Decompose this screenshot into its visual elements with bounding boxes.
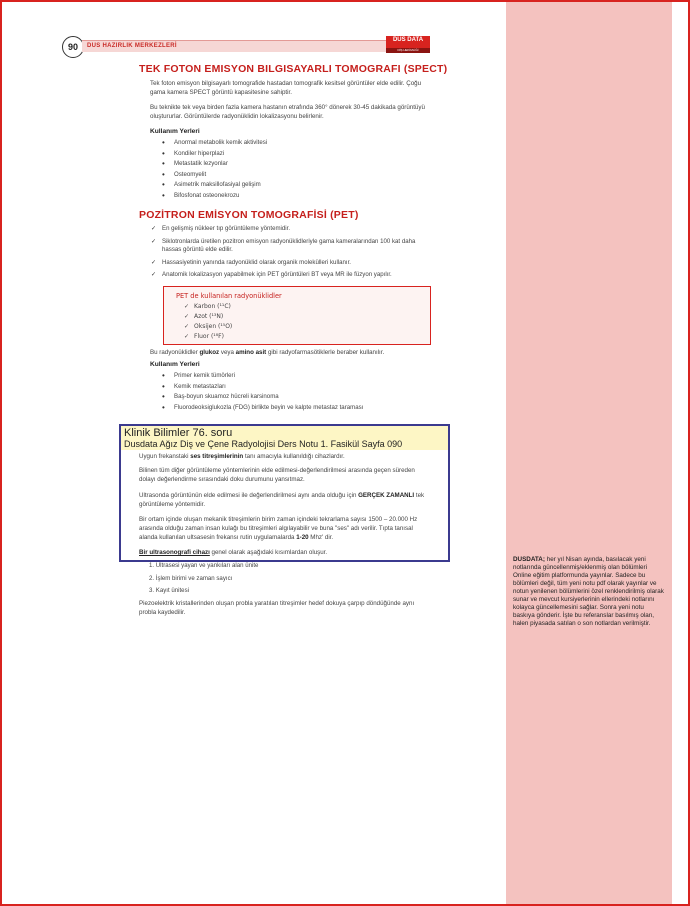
us-p3: Ultrasonda görüntünün elde edilmesi ile değerlendirilmesi aynı anda olduğu için GERÇEK ZAMANLI tek görüntüleme yöntemidir. (139, 492, 425, 508)
pet-radionuclide-box (163, 286, 431, 345)
sidebar-note: DUSDATA; her yıl Nisan ayında, basılacak yeni notlarında güncellenmiş/eklenmiş olan bölümleri Online eğitim platformunda yayınlar. Sadece bu bölümleri değil, tüm yeni notu pdf olarak yayınlar ve notun yenilenen bölümlerini özel renklendirilmiş olarak sunar ve mevcut kursiyerlerinin ellerindeki notlarını kolayca güncellemesini sağlar. Sonra yeni notu baskıya gönderir. İşte bu referanslar basılmış olan, halen piyasada satılan o son notlardan verilmiştir. (513, 556, 664, 627)
dusdata-logo (386, 36, 432, 54)
spect-p2: Bu teknikte tek veya birden fazla kamera hastanın etrafında 360° dönerek 30-45 dakikada görüntüyü oluştururlar. Görüntülerde radyonüklidin lokalizasyonu belirlenir. (150, 104, 425, 120)
us-parts-list (149, 562, 258, 600)
pet-usage-heading: Kullanım Yerleri (150, 361, 200, 368)
list-item: ✓ Oksijen (¹⁵O) (184, 323, 232, 333)
list-item: ✓ En gelişmiş nükleer tıp görüntüleme yöntemidir. (150, 225, 433, 234)
list-item: • Kondiler hiperplazi (162, 150, 267, 161)
pet-box-list (184, 303, 232, 343)
pet-box-title: PET de kullanılan radyonüklidler (176, 292, 282, 300)
list-item: • Primer kemik tümörleri (162, 372, 363, 383)
overlay-line1: Klinik Bilimler 76. soru (124, 427, 233, 439)
side-panel (506, 2, 672, 904)
list-item: ✓ Siklotronlarda üretilen pozitron emisyon radyonüklidleriyle gama kameralarından 100 kat daha hassas görüntü elde edilir. (150, 238, 433, 255)
list-item: 3. Kayıt ünitesi (149, 587, 189, 594)
list-item: • Metastatik lezyonlar (162, 160, 267, 171)
list-item: ✓ Anatomik lokalizasyon yapabilmek için PET görüntüleri BT veya MR ile füzyon yapılır. (150, 271, 433, 280)
list-item: • Fluorodeoksiglukozla (FDG) birlikte beyin ve kalpte metastaz taraması (162, 404, 363, 415)
list-item: • Asimetrik maksillofasiyal gelişim (162, 181, 267, 192)
pet-title: POZİTRON EMİSYON TOMOGRAFİSİ (PET) (139, 209, 359, 221)
list-item: • Bifosfonat osteonekrozu (162, 192, 267, 203)
spect-usage-list (162, 139, 267, 203)
logo-text: DUS DATA (392, 37, 424, 43)
us-p4: Bir ortam içinde oluşan mekanik titreşimlerin birim zaman içindeki tekrarlama sayısı 1500 – 20.000 Hz arasında olduğu zaman insan kulağı bu titreşimleri algılayabilir ve buna "ses" adı verilir. Tıpta tanısal alanda kullanılan ultsasesin frekansı rutin uygulamalarda 1-20 Mhz' dir. (139, 516, 418, 541)
header-bar (82, 40, 428, 52)
list-item: • Baş-boyun skuamoz hücreli karsinoma (162, 393, 363, 404)
list-item: ✓ Azot (¹³N) (184, 313, 232, 323)
overlay-line2: Dusdata Ağız Diş ve Çene Radyolojisi Ders Notu 1. Fasikül Sayfa 090 (124, 439, 403, 449)
pet-after-text: Bu radyonüklidler glukoz veya amino asit gibi radyofarmasötiklerle beraber kullanılır. (150, 349, 385, 356)
us-line1: Uygun frekanstaki ses titreşimlerinin tanı amacıyla kullanıldığı cihazlardır. (139, 453, 345, 460)
list-item: • Kemik metastazları (162, 383, 363, 394)
us-p6: Piezoelektrik kristallerinden oluşan probla yaratılan titreşimler hedef dokuya çarpıp döndüğünde aynı probla kaydedilir. (139, 600, 415, 616)
list-item: 2. İşlem birimi ve zaman sayıcı (149, 574, 233, 582)
us-p5: Bir ultrasonografi cihazı genel olarak aşağıdaki kısımlardan oluşur. (139, 549, 328, 556)
page-number: 90 (62, 36, 84, 58)
list-item: • Osteomyelit (162, 171, 267, 182)
header-section: DUS HAZIRLIK MERKEZLERİ (87, 43, 177, 49)
list-item: ✓ Hassasiyetinin yanında radyonüklid olarak organik molekülleri kullanır. (150, 259, 433, 268)
spect-title: TEK FOTON EMISYON BILGISAYARLI TOMOGRAFI (SPECT) (139, 63, 448, 75)
list-item: ✓ Karbon (¹¹C) (184, 303, 232, 313)
logo-sub: DİŞ HEKİMLİĞİ (397, 48, 419, 52)
spect-usage-heading: Kullanım Yerleri (150, 128, 200, 135)
spect-p1: Tek foton emisyon bilgisayarlı tomografide hastadan tomografik kesitsel görüntüler elde edilir. Çoğu gama kamera SPECT görüntü kapasitesine sahiptir. (150, 80, 422, 96)
list-item: ✓ Fluor (¹⁸F) (184, 333, 232, 343)
pet-check-list (150, 225, 433, 284)
list-item: • Anormal metabolik kemik aktivitesi (162, 139, 267, 150)
overlay-title (121, 426, 448, 450)
right-strip (672, 2, 686, 904)
pet-usage-list (162, 372, 363, 414)
us-p2: Bilinen tüm diğer görüntüleme yöntemlerinin elde edilmesi-değerlendirilmesi arasında geçen süreden dolayı değerlendirme sırasındaki doku durumunu yansıtmaz. (139, 467, 415, 483)
list-item: 1. Ultrasesi yayan ve yankıları alan ünite (149, 562, 259, 569)
